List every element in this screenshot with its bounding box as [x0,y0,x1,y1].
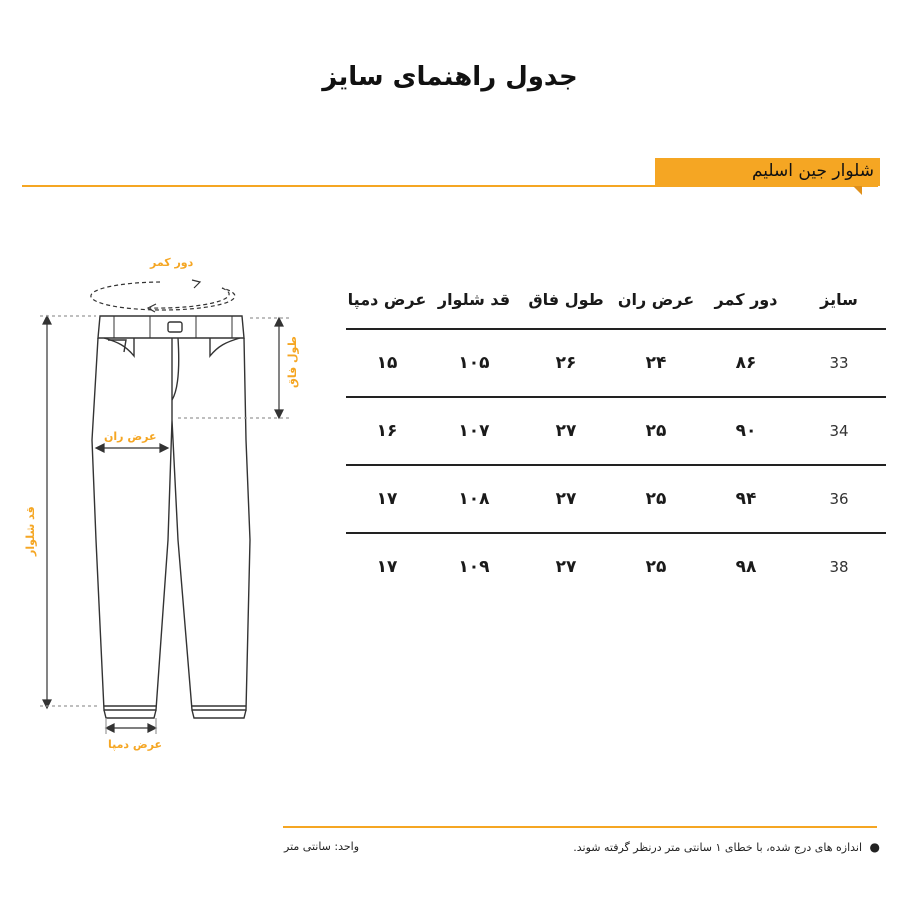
cell-thigh: ۲۵ [612,465,700,533]
pants-illustration [0,240,330,760]
thigh-measure-arrow [96,444,168,452]
header-size: سایز [792,270,886,329]
cell-size: 36 [792,465,886,533]
section-label: شلوار جین اسلیم [751,161,874,181]
section-tab-notch [853,186,862,195]
hem-label: عرض دمپا [108,738,163,751]
cell-hem: ۱۷ [346,465,428,533]
length-label: قد شلوار [24,506,37,556]
cell-hem: ۱۷ [376,557,398,577]
cell-rise: ۲۷ [520,465,612,533]
waist-label: دور کمر [150,256,194,269]
cell-waist: ۹۸ [735,557,757,577]
hem-measure-arrow [106,718,156,734]
section-tab [655,158,880,186]
cell-thigh: ۲۴ [612,329,700,397]
rise-measure-arrow [178,318,290,418]
cell-hem: ۱۵ [346,329,428,397]
cell-waist: ۹۰ [700,397,792,465]
cell-length: ۱۰۷ [428,397,520,465]
header-waist: دور کمر [700,270,792,329]
cell-thigh: ۲۵ [612,397,700,465]
cell-size: 38 [829,558,849,576]
table-header-row [346,270,886,329]
cell-waist: ۹۴ [700,465,792,533]
cell-rise: ۲۶ [520,329,612,397]
header-length: قد شلوار [428,270,520,329]
table-row [346,397,886,465]
size-table [346,270,886,600]
table-row [346,329,886,397]
footnote-text: اندازه های درج شده، با خطای ۱ سانتی متر درنظر گرفته شوند. [573,841,863,854]
cell-length: ۱۰۹ [458,557,490,577]
cell-thigh: ۲۵ [645,557,667,577]
bullet-icon: ● [869,840,880,854]
footer-divider [283,826,877,828]
header-hem: عرض دمپا [346,270,428,329]
length-measure-arrow [40,316,100,708]
cell-rise: ۲۷ [520,397,612,465]
cell-hem: ۱۶ [346,397,428,465]
cell-size: 34 [792,397,886,465]
cell-waist: ۸۶ [700,329,792,397]
pants-diagram [0,240,330,760]
rise-label: طول فاق [286,336,299,388]
cell-rise: ۲۷ [555,557,577,577]
cell-length: ۱۰۵ [428,329,520,397]
thigh-label: عرض ران [104,430,157,443]
header-thigh: عرض ران [612,270,700,329]
table-row [346,533,886,600]
cell-length: ۱۰۸ [428,465,520,533]
header-rise: طول فاق [520,270,612,329]
cell-size: 33 [792,329,886,397]
page-title: جدول راهنمای سایز [322,62,578,92]
pants-outline [92,316,250,718]
unit-note: واحد: سانتی متر [284,840,360,853]
table-row [346,465,886,533]
footnote [573,840,880,854]
waist-measure-arrow [91,280,235,312]
